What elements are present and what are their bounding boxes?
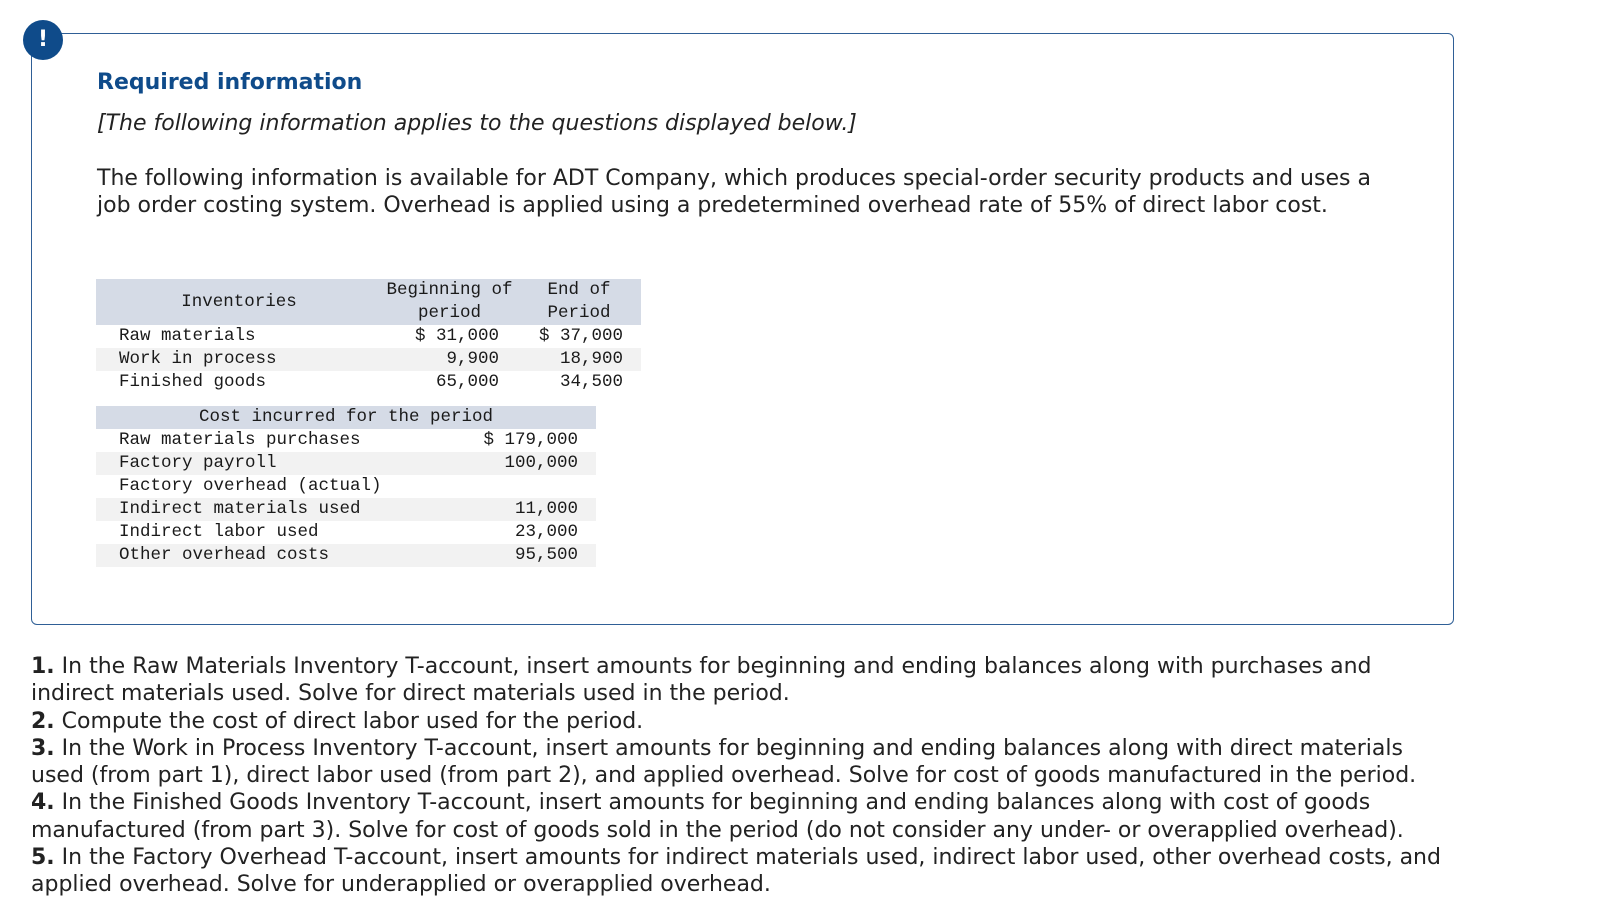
question-item [31,789,1451,844]
question-number: 1. [31,654,55,679]
question-item [31,844,1451,899]
table-row [96,429,596,452]
row-end-value: $ 37,000 [538,326,623,346]
row-end-value: 18,900 [517,348,641,371]
question-item [31,653,1451,708]
row-value: 23,000 [514,522,578,542]
cost-incurred-table [96,406,596,567]
row-beginning-value: 65,000 [435,372,499,392]
row-value: 95,500 [461,544,596,567]
question-text: Compute the cost of direct labor used for the period. [54,708,644,734]
row-end-value: 34,500 [559,372,623,392]
column-header-inventories: Inventories [96,279,382,325]
table-row [96,475,596,498]
card-intro: The following information is available for ADT Company, which produces special-order security products and uses a job order costing system. Overhead is applied using a predetermined overhead rate of 55% of direct labor cost. [97,166,1371,218]
row-beginning-value: 9,900 [382,348,517,371]
question-item [31,708,1451,735]
exclamation-icon: ! [23,20,63,60]
question-text: In the Work in Process Inventory T-account, insert amounts for beginning and ending balances along with direct materials used (from part 1), direct labor used (from part 2), and applied overhead. Solve for cost of goods manufactured in the period. [31,735,1417,789]
table-row [96,498,596,521]
row-value: $ 179,000 [483,430,578,450]
question-number: 5. [31,845,55,871]
question-number: 3. [31,735,55,761]
row-label: Factory overhead (actual) [119,476,382,496]
row-label: Raw materials purchases [119,430,361,450]
row-label: Other overhead costs [96,544,461,567]
question-item [31,735,1451,790]
question-text: In the Finished Goods Inventory T-account, insert amounts for beginning and ending balances along with cost of goods manufactured (from part 3). Solve for cost of goods sold in the period (do not consider any under- or overapplied overhead). [31,790,1404,843]
card-title: Required information [97,70,363,95]
table-row [96,348,641,371]
row-label: Indirect materials used [96,498,461,521]
row-value: 11,000 [461,498,596,521]
question-text: In the Factory Overhead T-account, insert amounts for indirect materials used, indirect labor used, other overhead costs, and applied overhead. Solve for underapplied or overapplied overhead. [31,845,1441,898]
question-number: 4. [31,790,55,816]
row-label: Work in process [96,348,382,371]
row-label: Factory payroll [96,452,461,475]
card-note: [The following information applies to the questions displayed below.] [97,111,857,136]
table-row [96,521,596,544]
row-beginning-value: $ 31,000 [414,326,499,346]
table-row [96,452,596,475]
row-label: Raw materials [119,326,256,346]
table-header-row [96,406,596,429]
column-header-beginning: Beginning of period [382,279,517,325]
column-header-end: End of Period [517,279,641,325]
table-row [96,544,596,567]
question-text: In the Raw Materials Inventory T-account, insert amounts for beginning and ending balances along with purchases and indirect materials used. Solve for direct materials used in the period. [31,654,1372,707]
row-label: Indirect labor used [119,522,319,542]
required-information-card [31,33,1454,625]
question-list [31,653,1451,899]
row-value [461,475,596,498]
cost-table-header: Cost incurred for the period [96,406,596,429]
question-number: 2. [31,708,55,734]
row-label: Finished goods [119,372,267,392]
table-row [96,371,641,394]
inventories-table [96,279,641,394]
row-value: 100,000 [461,452,596,475]
table-header-row [96,279,641,325]
table-row [96,325,641,348]
